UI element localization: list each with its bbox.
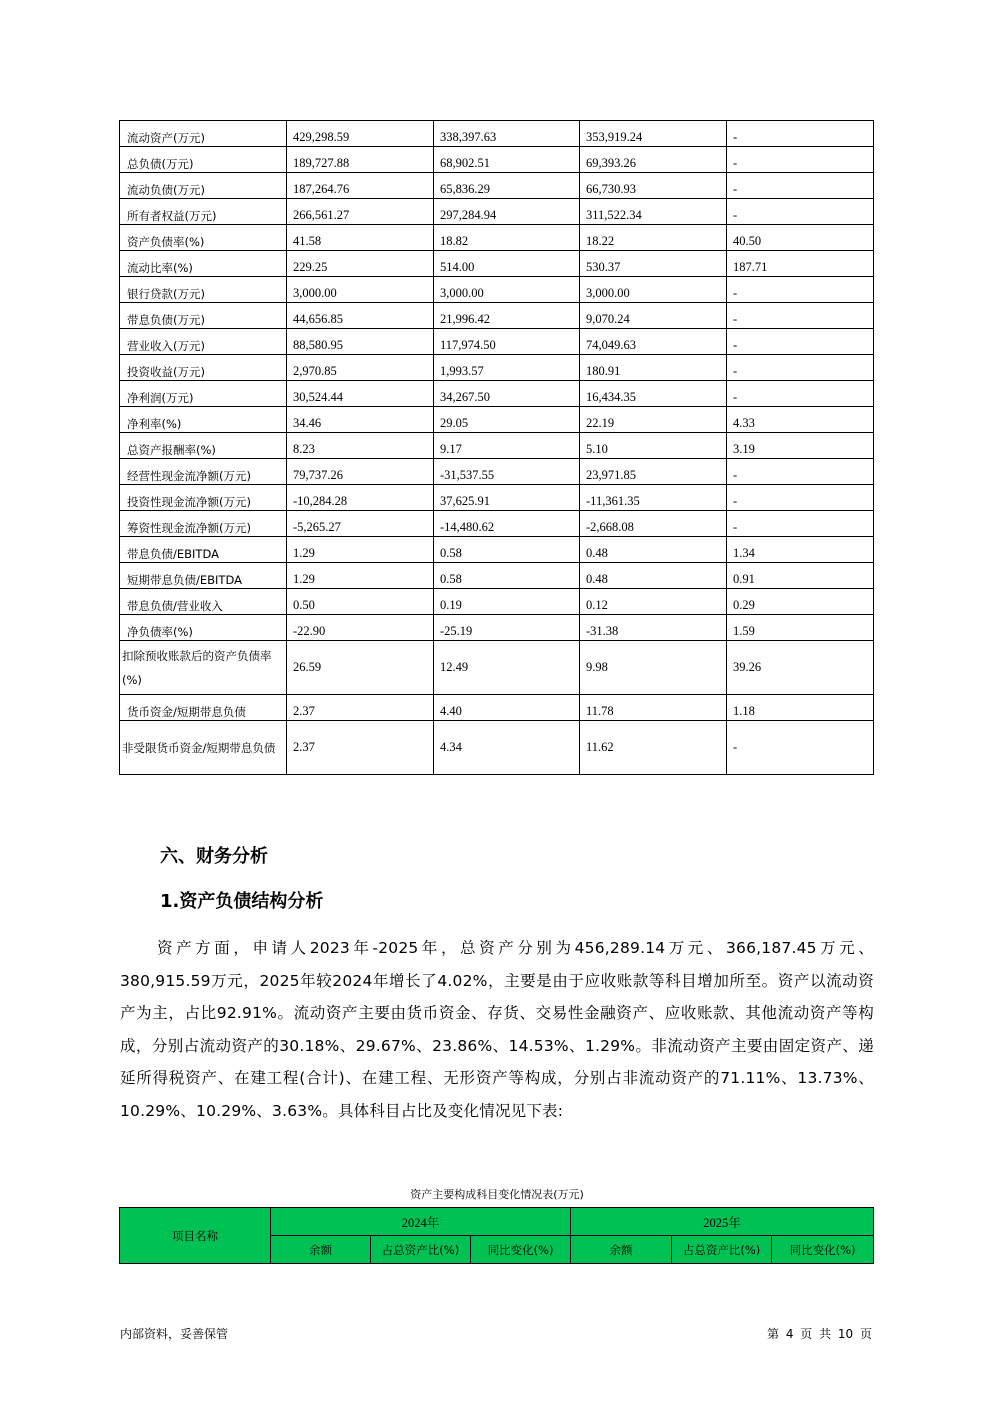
- table-row: [120, 615, 874, 641]
- value-cell: -5,265.27: [287, 511, 434, 537]
- value-cell: 44,656.85: [287, 303, 434, 329]
- value-cell: -: [727, 329, 874, 355]
- value-cell: -: [727, 303, 874, 329]
- value-cell: 2,970.85: [287, 355, 434, 381]
- value-cell: 297,284.94: [434, 199, 580, 225]
- item-name-header: 项目名称: [120, 1208, 271, 1264]
- value-cell: 0.50: [287, 589, 434, 615]
- table-row: [120, 173, 874, 199]
- value-cell: -25.19: [434, 615, 580, 641]
- table-row: [120, 433, 874, 459]
- row-label: 净利润(万元): [120, 381, 287, 407]
- subsection-heading: 1.资产负债结构分析: [160, 891, 324, 912]
- value-cell: 18.82: [434, 225, 580, 251]
- value-cell: 66,730.93: [580, 173, 727, 199]
- section-heading: 六、财务分析: [160, 846, 268, 867]
- row-label: 流动资产(万元): [120, 121, 287, 147]
- row-label: 银行贷款(万元): [120, 277, 287, 303]
- value-cell: -: [727, 459, 874, 485]
- table-row: [120, 459, 874, 485]
- value-cell: -22.90: [287, 615, 434, 641]
- value-cell: 8.23: [287, 433, 434, 459]
- value-cell: 1.18: [727, 695, 874, 721]
- value-cell: 65,836.29: [434, 173, 580, 199]
- value-cell: 0.48: [580, 537, 727, 563]
- value-cell: 69,393.26: [580, 147, 727, 173]
- value-cell: 9,070.24: [580, 303, 727, 329]
- value-cell: 3,000.00: [287, 277, 434, 303]
- value-cell: -: [727, 277, 874, 303]
- value-cell: 1,993.57: [434, 355, 580, 381]
- value-cell: 68,902.51: [434, 147, 580, 173]
- sub-header: 同比变化(%): [772, 1236, 874, 1264]
- value-cell: -: [727, 485, 874, 511]
- value-cell: 41.58: [287, 225, 434, 251]
- row-label: 营业收入(万元): [120, 329, 287, 355]
- row-label: 非受限货币资金/短期带息负债: [120, 721, 287, 775]
- row-label: 流动负债(万元): [120, 173, 287, 199]
- value-cell: 187.71: [727, 251, 874, 277]
- table-row: [120, 695, 874, 721]
- value-cell: -: [727, 121, 874, 147]
- sub-header: 余额: [571, 1236, 672, 1264]
- table-row: [120, 199, 874, 225]
- sub-header: 占总资产比(%): [371, 1236, 471, 1264]
- table-row: [120, 407, 874, 433]
- value-cell: 34.46: [287, 407, 434, 433]
- table-row: [120, 355, 874, 381]
- row-label: 净利率(%): [120, 407, 287, 433]
- value-cell: 5.10: [580, 433, 727, 459]
- analysis-paragraph: 资产方面，申请人2023年-2025年，总资产分别为456,289.14万元、366,187.45万元、380,915.59万元，2025年较2024年增长了4.02%，主要是由于应收账款等科目增加所至。资产以流动资产为主，占比92.91%。流动资产主要由货币资金、存货、交易性金融资产、应收账款、其他流动资产等构成，分别占流动资产的30.18%、29.67%、23.86%、14.53%、1.29%。非流动资产主要由固定资产、递延所得税资产、在建工程(合计)、在建工程、无形资产等构成，分别占非流动资产的71.11%、13.73%、10.29%、10.29%、3.63%。具体科目占比及变化情况见下表:: [120, 939, 874, 1120]
- row-label: 货币资金/短期带息负债: [120, 695, 287, 721]
- value-cell: -: [727, 355, 874, 381]
- value-cell: 11.62: [580, 721, 727, 775]
- value-cell: 4.33: [727, 407, 874, 433]
- value-cell: 22.19: [580, 407, 727, 433]
- value-cell: 11.78: [580, 695, 727, 721]
- row-label: 扣除预收账款后的资产负债率(%): [120, 641, 287, 695]
- value-cell: 2.37: [287, 695, 434, 721]
- value-cell: 229.25: [287, 251, 434, 277]
- row-label: 总资产报酬率(%): [120, 433, 287, 459]
- value-cell: 1.29: [287, 563, 434, 589]
- value-cell: 180.91: [580, 355, 727, 381]
- value-cell: -2,668.08: [580, 511, 727, 537]
- value-cell: 9.98: [580, 641, 727, 695]
- value-cell: 514.00: [434, 251, 580, 277]
- value-cell: 12.49: [434, 641, 580, 695]
- value-cell: 3.19: [727, 433, 874, 459]
- value-cell: 189,727.88: [287, 147, 434, 173]
- row-label: 经营性现金流净额(万元): [120, 459, 287, 485]
- value-cell: 16,434.35: [580, 381, 727, 407]
- value-cell: 311,522.34: [580, 199, 727, 225]
- table-row: [120, 485, 874, 511]
- value-cell: 18.22: [580, 225, 727, 251]
- value-cell: 1.34: [727, 537, 874, 563]
- value-cell: 29.05: [434, 407, 580, 433]
- value-cell: 0.29: [727, 589, 874, 615]
- year-header-2025: 2025年: [571, 1208, 874, 1236]
- value-cell: -: [727, 147, 874, 173]
- year-header-2024: 2024年: [271, 1208, 571, 1236]
- value-cell: 2.37: [287, 721, 434, 775]
- row-label: 资产负债率(%): [120, 225, 287, 251]
- value-cell: 1.59: [727, 615, 874, 641]
- row-label: 筹资性现金流净额(万元): [120, 511, 287, 537]
- value-cell: 88,580.95: [287, 329, 434, 355]
- value-cell: 0.12: [580, 589, 727, 615]
- row-label: 净负债率(%): [120, 615, 287, 641]
- value-cell: -14,480.62: [434, 511, 580, 537]
- row-label: 带息负债/EBITDA: [120, 537, 287, 563]
- table-row: [120, 721, 874, 775]
- value-cell: 23,971.85: [580, 459, 727, 485]
- value-cell: 0.19: [434, 589, 580, 615]
- table-row: [120, 641, 874, 695]
- value-cell: 21,996.42: [434, 303, 580, 329]
- value-cell: 429,298.59: [287, 121, 434, 147]
- financial-indicators-table: [119, 120, 874, 775]
- value-cell: -: [727, 721, 874, 775]
- value-cell: -: [727, 173, 874, 199]
- table-row: [120, 147, 874, 173]
- value-cell: -: [727, 199, 874, 225]
- value-cell: 37,625.91: [434, 485, 580, 511]
- asset-table-caption: 资产主要构成科目变化情况表(万元): [410, 1188, 584, 1201]
- value-cell: 117,974.50: [434, 329, 580, 355]
- value-cell: 3,000.00: [580, 277, 727, 303]
- value-cell: -31.38: [580, 615, 727, 641]
- table-row: [120, 381, 874, 407]
- value-cell: 1.29: [287, 537, 434, 563]
- value-cell: -: [727, 381, 874, 407]
- asset-composition-table: [119, 1207, 874, 1264]
- row-label: 带息负债(万元): [120, 303, 287, 329]
- row-label: 所有者权益(万元): [120, 199, 287, 225]
- row-label: 投资收益(万元): [120, 355, 287, 381]
- value-cell: 3,000.00: [434, 277, 580, 303]
- value-cell: 338,397.63: [434, 121, 580, 147]
- table-row: [120, 511, 874, 537]
- value-cell: -: [727, 511, 874, 537]
- value-cell: 4.34: [434, 721, 580, 775]
- footer-confidential-note: 内部资料，妥善保管: [120, 1327, 229, 1341]
- value-cell: -31,537.55: [434, 459, 580, 485]
- value-cell: 0.91: [727, 563, 874, 589]
- table-row: [120, 277, 874, 303]
- row-label: 短期带息负债/EBITDA: [120, 563, 287, 589]
- row-label: 总负债(万元): [120, 147, 287, 173]
- table-row: [120, 303, 874, 329]
- row-label: 投资性现金流净额(万元): [120, 485, 287, 511]
- value-cell: 74,049.63: [580, 329, 727, 355]
- value-cell: 9.17: [434, 433, 580, 459]
- table-row: [120, 563, 874, 589]
- table-row: [120, 589, 874, 615]
- value-cell: 39.26: [727, 641, 874, 695]
- value-cell: 0.58: [434, 537, 580, 563]
- table-row: [120, 121, 874, 147]
- value-cell: 30,524.44: [287, 381, 434, 407]
- value-cell: 34,267.50: [434, 381, 580, 407]
- table-row: [120, 251, 874, 277]
- value-cell: 187,264.76: [287, 173, 434, 199]
- value-cell: -11,361.35: [580, 485, 727, 511]
- value-cell: 0.58: [434, 563, 580, 589]
- row-label: 流动比率(%): [120, 251, 287, 277]
- value-cell: 266,561.27: [287, 199, 434, 225]
- sub-header: 同比变化(%): [471, 1236, 571, 1264]
- value-cell: 40.50: [727, 225, 874, 251]
- sub-header: 余额: [271, 1236, 371, 1264]
- value-cell: 79,737.26: [287, 459, 434, 485]
- value-cell: -10,284.28: [287, 485, 434, 511]
- value-cell: 4.40: [434, 695, 580, 721]
- value-cell: 353,919.24: [580, 121, 727, 147]
- value-cell: 0.48: [580, 563, 727, 589]
- value-cell: 26.59: [287, 641, 434, 695]
- table-row: [120, 537, 874, 563]
- table-row: [120, 329, 874, 355]
- table-row: [120, 225, 874, 251]
- row-label: 带息负债/营业收入: [120, 589, 287, 615]
- footer-page-number: 第 4 页 共 10 页: [767, 1327, 872, 1341]
- sub-header: 占总资产比(%): [672, 1236, 772, 1264]
- value-cell: 530.37: [580, 251, 727, 277]
